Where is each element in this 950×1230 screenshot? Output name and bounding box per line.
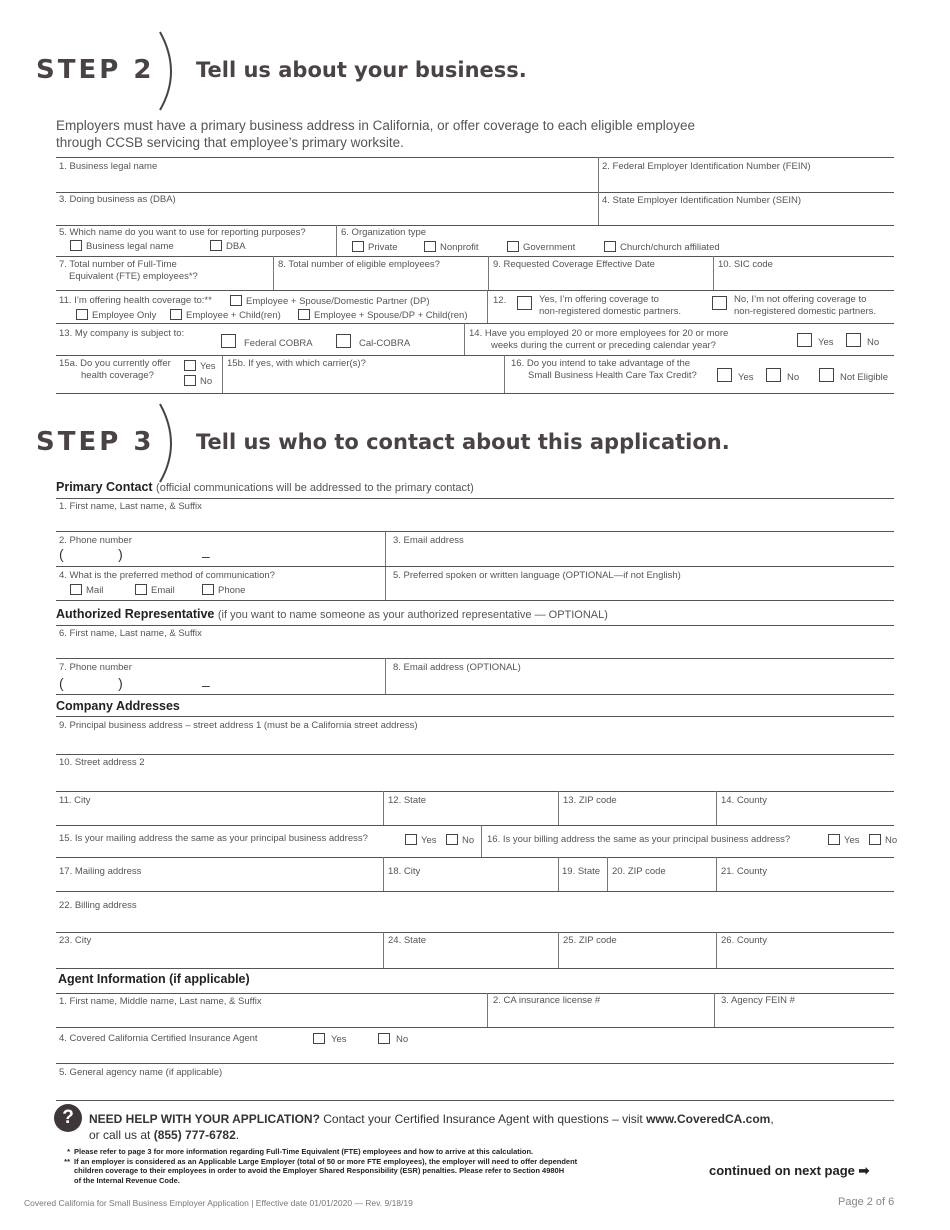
checkbox[interactable] xyxy=(869,834,881,845)
mailing-same-yes-option[interactable]: Yes xyxy=(405,834,437,847)
help-text: NEED HELP WITH YOUR APPLICATION? Contact your Certified Insurance Agent with questions – visit www.CoveredCA.com, or call us at (855) 777-6782. xyxy=(89,1112,774,1142)
checkbox[interactable] xyxy=(336,334,351,348)
website-link[interactable]: www.CoveredCA.com xyxy=(646,1112,771,1126)
step2-bracket xyxy=(150,30,190,115)
org-nonprofit-option[interactable]: Nonprofit xyxy=(424,241,479,254)
language-field[interactable]: 5. Preferred spoken or written language (OPTIONAL—if not English) xyxy=(393,570,681,581)
billing-county-field[interactable]: 26. County xyxy=(721,935,767,946)
effective-date-field[interactable]: 9. Requested Coverage Effective Date xyxy=(493,259,655,270)
employees-20-label: 14. Have you employed 20 or more employees for 20 or more weeks during the current or preceding calendar year? xyxy=(469,328,729,351)
agent-info-heading: Agent Information (if applicable) xyxy=(58,972,250,986)
coverage-spouse-option[interactable]: Employee + Spouse/Domestic Partner (DP) xyxy=(230,295,429,308)
fte-field[interactable]: 7. Total number of Full-Time Equivalent (FTE) employees*? xyxy=(59,259,198,282)
sein-field[interactable]: 4. State Employer Identification Number (SEIN) xyxy=(602,195,802,206)
arrow-right-icon: ➡ xyxy=(858,1163,870,1178)
authorized-rep-heading: Authorized Representative (if you want to name someone as your authorized representative — OPTIONAL) xyxy=(56,607,608,621)
checkbox[interactable] xyxy=(828,834,840,845)
county-field[interactable]: 14. County xyxy=(721,795,767,806)
primary-phone-field[interactable]: 2. Phone number xyxy=(59,535,132,546)
tax-credit-yes-option[interactable]: Yes xyxy=(717,368,754,384)
org-government-option[interactable]: Government xyxy=(507,241,575,254)
mailing-same-label: 15. Is your mailing address the same as your principal business address? xyxy=(59,833,368,844)
checkbox[interactable] xyxy=(230,295,242,306)
billing-same-yes-option[interactable]: Yes xyxy=(828,834,860,847)
step2-title: Tell us about your business. xyxy=(196,58,527,82)
rep-name-field[interactable]: 6. First name, Last name, & Suffix xyxy=(59,628,202,639)
mailing-same-no-option[interactable]: No xyxy=(446,834,474,847)
carrier-field[interactable]: 15b. If yes, with which carrier(s)? xyxy=(227,358,366,369)
employees-20-no-option[interactable]: No xyxy=(846,333,879,349)
primary-name-field[interactable]: 1. First name, Last name, & Suffix xyxy=(59,501,202,512)
certified-agent-label: 4. Covered California Certified Insurance Agent xyxy=(59,1033,258,1044)
phone-parens: ( ) xyxy=(59,675,123,691)
certified-agent-yes-option[interactable]: Yes xyxy=(313,1033,347,1046)
coverage-children-option[interactable]: Employee + Child(ren) xyxy=(170,309,281,322)
certified-agent-no-option[interactable]: No xyxy=(378,1033,408,1046)
step2-intro: Employers must have a primary business address in California, or offer coverage to each eligible employee through CCSB servicing that employee’s primary worksite. xyxy=(56,118,696,150)
billing-same-no-option[interactable]: No xyxy=(869,834,897,847)
dp-no-label: No, I’m not offering coverage to non-registered domestic partners. xyxy=(734,294,877,317)
checkbox[interactable] xyxy=(184,360,196,371)
checkbox[interactable] xyxy=(766,368,781,382)
street-address-2-field[interactable]: 10. Street address 2 xyxy=(59,757,145,768)
org-type-label: 6. Organization type xyxy=(341,227,427,238)
method-phone-option[interactable]: Phone xyxy=(202,584,245,597)
checkbox[interactable] xyxy=(210,240,222,251)
tax-credit-label: 16. Do you intend to take advantage of the Small Business Health Care Tax Credit? xyxy=(511,358,697,381)
agent-name-field[interactable]: 1. First name, Middle name, Last name, & Suffix xyxy=(59,996,262,1007)
billing-same-label: 16. Is your billing address the same as your principal business address? xyxy=(487,834,791,845)
company-addresses-heading: Company Addresses xyxy=(56,699,180,713)
rep-email-field[interactable]: 8. Email address (OPTIONAL) xyxy=(393,662,521,673)
tax-credit-no-option[interactable]: No xyxy=(766,368,799,384)
checkbox[interactable] xyxy=(507,241,519,252)
primary-email-field[interactable]: 3. Email address xyxy=(393,535,464,546)
step2-label: STEP 2 xyxy=(36,55,155,85)
checkbox[interactable] xyxy=(846,333,861,347)
current-coverage-yes-option[interactable]: Yes xyxy=(184,360,216,373)
billing-city-field[interactable]: 23. City xyxy=(59,935,92,946)
mailing-county-field[interactable]: 21. County xyxy=(721,866,767,877)
checkbox[interactable] xyxy=(70,240,82,251)
checkbox[interactable] xyxy=(202,584,214,595)
communication-method-label: 4. What is the preferred method of communication? xyxy=(59,570,275,581)
reporting-legal-name-option[interactable]: Business legal name xyxy=(70,240,174,253)
general-agency-field[interactable]: 5. General agency name (if applicable) xyxy=(59,1067,223,1078)
primary-contact-heading: Primary Contact (official communications will be addressed to the primary contact) xyxy=(56,480,474,494)
eligible-employees-field[interactable]: 8. Total number of eligible employees? xyxy=(278,259,440,270)
fein-field[interactable]: 2. Federal Employer Identification Number (FEIN) xyxy=(602,161,811,172)
step3-label: STEP 3 xyxy=(36,427,155,457)
reporting-dba-option[interactable]: DBA xyxy=(210,240,246,253)
method-email-option[interactable]: Email xyxy=(135,584,175,597)
step3-title: Tell us who to contact about this application. xyxy=(196,430,730,454)
checkbox[interactable] xyxy=(76,309,88,320)
cobra-label: 13. My company is subject to: xyxy=(59,328,185,339)
reporting-name-label: 5. Which name do you want to use for reporting purposes? xyxy=(59,227,306,238)
checkbox[interactable] xyxy=(378,1033,390,1044)
method-mail-option[interactable]: Mail xyxy=(70,584,103,597)
dp-no-checkbox[interactable] xyxy=(712,296,727,310)
mailing-address-field[interactable]: 17. Mailing address xyxy=(59,866,142,877)
checkbox[interactable] xyxy=(221,334,236,348)
checkbox[interactable] xyxy=(405,834,417,845)
employees-20-yes-option[interactable]: Yes xyxy=(797,333,834,349)
checkbox[interactable] xyxy=(797,333,812,347)
mailing-zip-field[interactable]: 20. ZIP code xyxy=(612,866,666,877)
checkbox[interactable] xyxy=(70,584,82,595)
city-field[interactable]: 11. City xyxy=(59,795,91,806)
org-private-option[interactable]: Private xyxy=(352,241,398,254)
dba-field[interactable]: 3. Doing business as (DBA) xyxy=(59,194,176,205)
step3-bracket xyxy=(150,402,190,487)
cal-cobra-option[interactable]: Cal-COBRA xyxy=(336,334,410,350)
rep-phone-field[interactable]: 7. Phone number xyxy=(59,662,132,673)
current-coverage-label: 15a. Do you currently offer health coverage? xyxy=(59,358,171,381)
dp-yes-checkbox[interactable] xyxy=(517,296,532,310)
help-icon: ? xyxy=(54,1104,82,1132)
page-number: Page 2 of 6 xyxy=(838,1196,895,1208)
phone-parens: ( ) xyxy=(59,546,123,562)
principal-address-field[interactable]: 9. Principal business address – street address 1 (must be a California street address) xyxy=(59,720,418,731)
checkbox[interactable] xyxy=(717,368,732,382)
checkbox[interactable] xyxy=(819,368,834,382)
zip-field[interactable]: 13. ZIP code xyxy=(563,795,617,806)
mailing-city-field[interactable]: 18. City xyxy=(388,866,421,877)
phone-dash: – xyxy=(202,677,210,693)
phone-link[interactable]: (855) 777-6782 xyxy=(153,1128,236,1142)
checkbox[interactable] xyxy=(424,241,436,252)
business-legal-name-field[interactable]: 1. Business legal name xyxy=(59,161,158,172)
footer-left: Covered California for Small Business Employer Application | Effective date 01/01/2020 — Rev. 9/18/19 xyxy=(24,1198,413,1208)
dp-question-label: 12. xyxy=(493,295,507,306)
billing-address-field[interactable]: 22. Billing address xyxy=(59,900,137,911)
org-church-option[interactable]: Church/church affiliated xyxy=(604,241,720,254)
coverage-employee-only-option[interactable]: Employee Only xyxy=(76,309,156,322)
current-coverage-no-option[interactable]: No xyxy=(184,375,212,388)
mailing-state-field[interactable]: 19. State xyxy=(562,866,601,877)
license-field[interactable]: 2. CA insurance license # xyxy=(493,995,601,1006)
coverage-family-option[interactable]: Employee + Spouse/DP + Child(ren) xyxy=(298,309,468,322)
checkbox[interactable] xyxy=(352,241,364,252)
sic-code-field[interactable]: 10. SIC code xyxy=(718,259,773,270)
checkbox[interactable] xyxy=(604,241,616,252)
billing-state-field[interactable]: 24. State xyxy=(388,935,427,946)
coverage-offered-label: 11. I’m offering health coverage to:** xyxy=(59,295,212,306)
federal-cobra-option[interactable]: Federal COBRA xyxy=(221,334,313,350)
continued-label: continued on next page ➡ xyxy=(709,1163,870,1178)
agency-fein-field[interactable]: 3. Agency FEIN # xyxy=(721,995,795,1006)
dp-yes-label: Yes, I’m offering coverage to non-registered domestic partners. xyxy=(539,294,682,317)
tax-credit-not-eligible-option[interactable]: Not Eligible xyxy=(819,368,888,384)
checkbox[interactable] xyxy=(298,309,310,320)
checkbox[interactable] xyxy=(313,1033,325,1044)
state-field[interactable]: 12. State xyxy=(388,795,427,806)
checkbox[interactable] xyxy=(170,309,182,320)
checkbox[interactable] xyxy=(184,375,196,386)
phone-dash: – xyxy=(202,548,210,564)
footnotes: * Please refer to page 3 for more information regarding Full-Time Equivalent (FTE) employees and how to arrive at this calculation. ** If an employer is considered as an Applicable Large Employer (total of 50 or more FTE employees), the employer will need to offer dependent children coverage to their employees in order to avoid the Employer Shared Responsibility (ESR) penalties. Please refer to Section 4980H of the Internal Revenue Code. xyxy=(64,1147,578,1185)
billing-zip-field[interactable]: 25. ZIP code xyxy=(563,935,617,946)
checkbox[interactable] xyxy=(446,834,458,845)
checkbox[interactable] xyxy=(135,584,147,595)
